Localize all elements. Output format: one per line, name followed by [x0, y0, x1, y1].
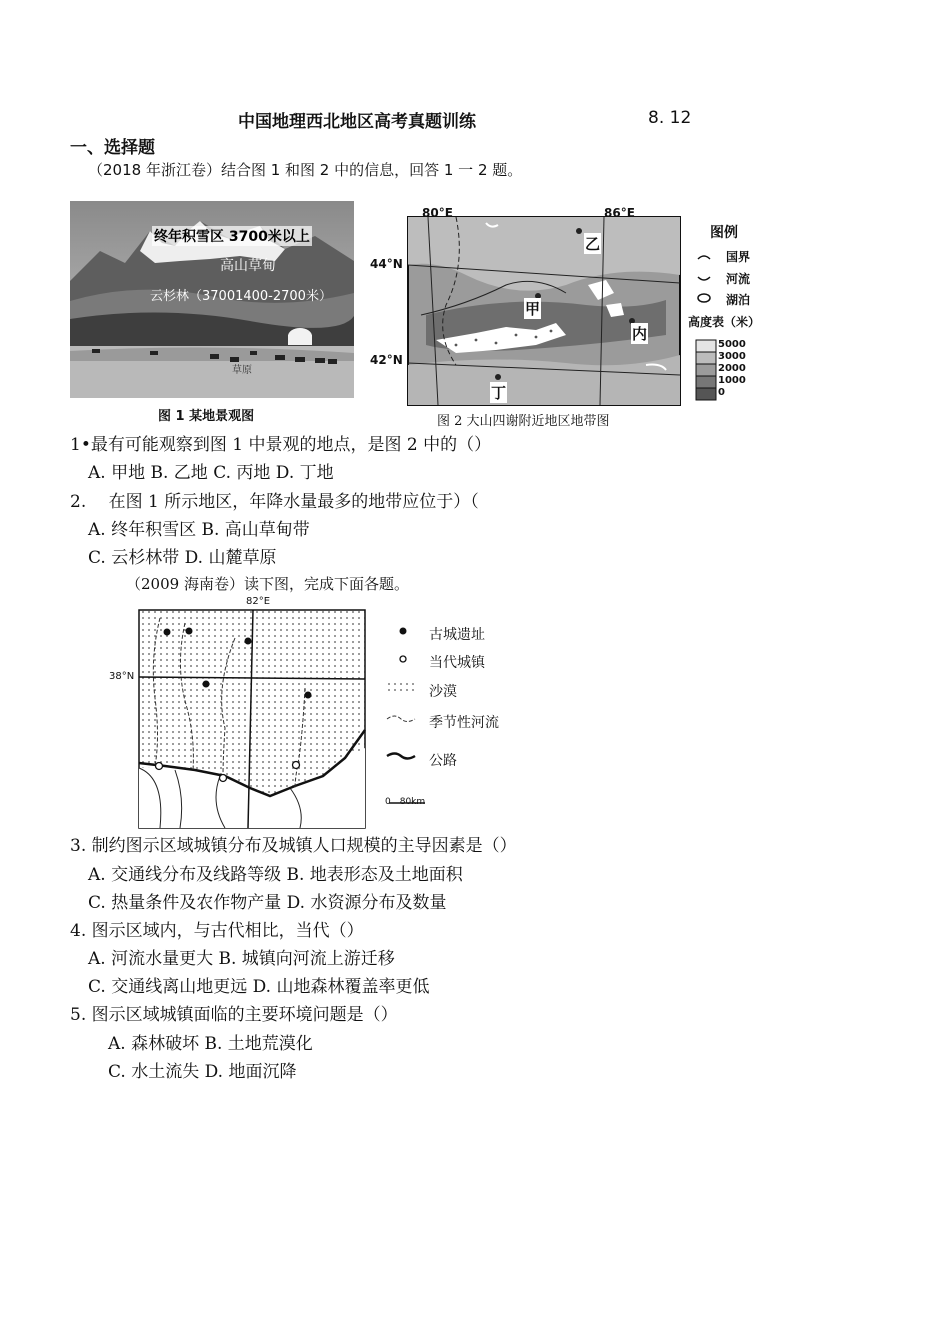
legend-desert: 沙漠: [429, 684, 457, 700]
legend-lake: 湖泊: [726, 293, 751, 307]
elev-level: 2000: [718, 363, 746, 374]
legend-elevation-title: 高度表（米）: [688, 315, 761, 329]
question-4-options-ab: A. 河流水量更大 B. 城镇向河流上游迁移: [88, 949, 395, 969]
legend-title: 图例: [710, 225, 738, 241]
elev-level: 1000: [718, 375, 746, 386]
question-5-stem: 5. 图示区域城镇面临的主要环境问题是（）: [70, 1005, 398, 1025]
legend-river: 河流: [726, 272, 751, 286]
question-3-options-cd: C. 热量条件及农作物产量 D. 水资源分布及数量: [88, 893, 447, 913]
place-jia: 甲: [525, 300, 541, 318]
question-4-stem: 4. 图示区域内，与古代相比，当代（）: [70, 921, 364, 941]
figure2-map: [366, 205, 780, 427]
place-yi: 乙: [585, 235, 601, 253]
legend-ancient-city: 古城遗址: [429, 627, 485, 643]
label-alpine-meadow: 高山草甸: [220, 258, 276, 274]
place-ding: 丁: [491, 384, 507, 402]
figure1-caption: 图 1 某地景观图: [158, 409, 255, 424]
page-title: 中国地理西北地区高考真题训练: [238, 112, 476, 132]
label-lon-82: 82°E: [246, 596, 271, 607]
elev-level: 3000: [718, 351, 746, 362]
figure2-caption: 图 2 大山四谢附近地区地带图: [437, 414, 610, 429]
legend-elevation-levels: [718, 339, 746, 399]
question-3-stem: 3. 制约图示区域城镇分布及城镇人口规模的主导因素是（）: [70, 836, 517, 856]
page-date: 8. 12: [648, 108, 692, 128]
question-3-options-ab: A. 交通线分布及线路等级 B. 地表形态及土地面积: [88, 865, 463, 885]
label-spruce-forest: 云杉林（37001400-2700米）: [150, 289, 332, 304]
question-1-options: A. 甲地 B. 乙地 C. 丙地 D. 丁地: [88, 463, 334, 483]
label-lat-44: 44°N: [370, 257, 403, 271]
question-5-options-cd: C. 水土流失 D. 地面沉降: [108, 1062, 297, 1082]
label-lat-42: 42°N: [370, 353, 403, 367]
label-lon-86: 86°E: [604, 206, 635, 220]
question-1-stem: 1•最有可能观察到图 1 中景观的地点，是图 2 中的（）: [70, 435, 492, 455]
elev-level: 0: [718, 387, 725, 398]
section-heading: 一、选择题: [70, 138, 155, 158]
question-4-options-cd: C. 交通线离山地更远 D. 山地森林覆盖率更低: [88, 977, 430, 997]
intro-2018: （2018 年浙江卷）结合图 1 和图 2 中的信息，回答 1 一 2 题。: [88, 161, 523, 179]
figure1-landscape-photo: [70, 201, 354, 398]
label-snow-zone: 终年积雪区 3700米以上: [152, 226, 312, 246]
legend-road: 公路: [429, 753, 457, 769]
figure3-map: [105, 598, 525, 833]
map-scale: 0 80km: [385, 797, 426, 807]
place-bing: 内: [632, 325, 648, 343]
question-2-stem: 2. 在图 1 所示地区，年降水量最多的地带应位于）（: [70, 492, 479, 512]
intro-2009: （2009 海南卷）读下图，完成下面各题。: [126, 575, 409, 593]
label-lat-38: 38°N: [109, 671, 135, 682]
legend-seasonal-river: 季节性河流: [429, 715, 499, 731]
legend-border: 国界: [726, 250, 751, 264]
elev-level: 5000: [718, 339, 746, 350]
question-2-options-ab: A. 终年积雪区 B. 高山草甸带: [88, 520, 310, 540]
question-5-options-ab: A. 森林破坏 B. 土地荒漠化: [108, 1034, 313, 1054]
legend-modern-town: 当代城镇: [429, 655, 485, 671]
question-2-options-cd: C. 云杉林带 D. 山麓草原: [88, 548, 277, 568]
label-lon-80: 80°E: [422, 206, 453, 220]
label-grassland: 草原: [232, 365, 252, 376]
